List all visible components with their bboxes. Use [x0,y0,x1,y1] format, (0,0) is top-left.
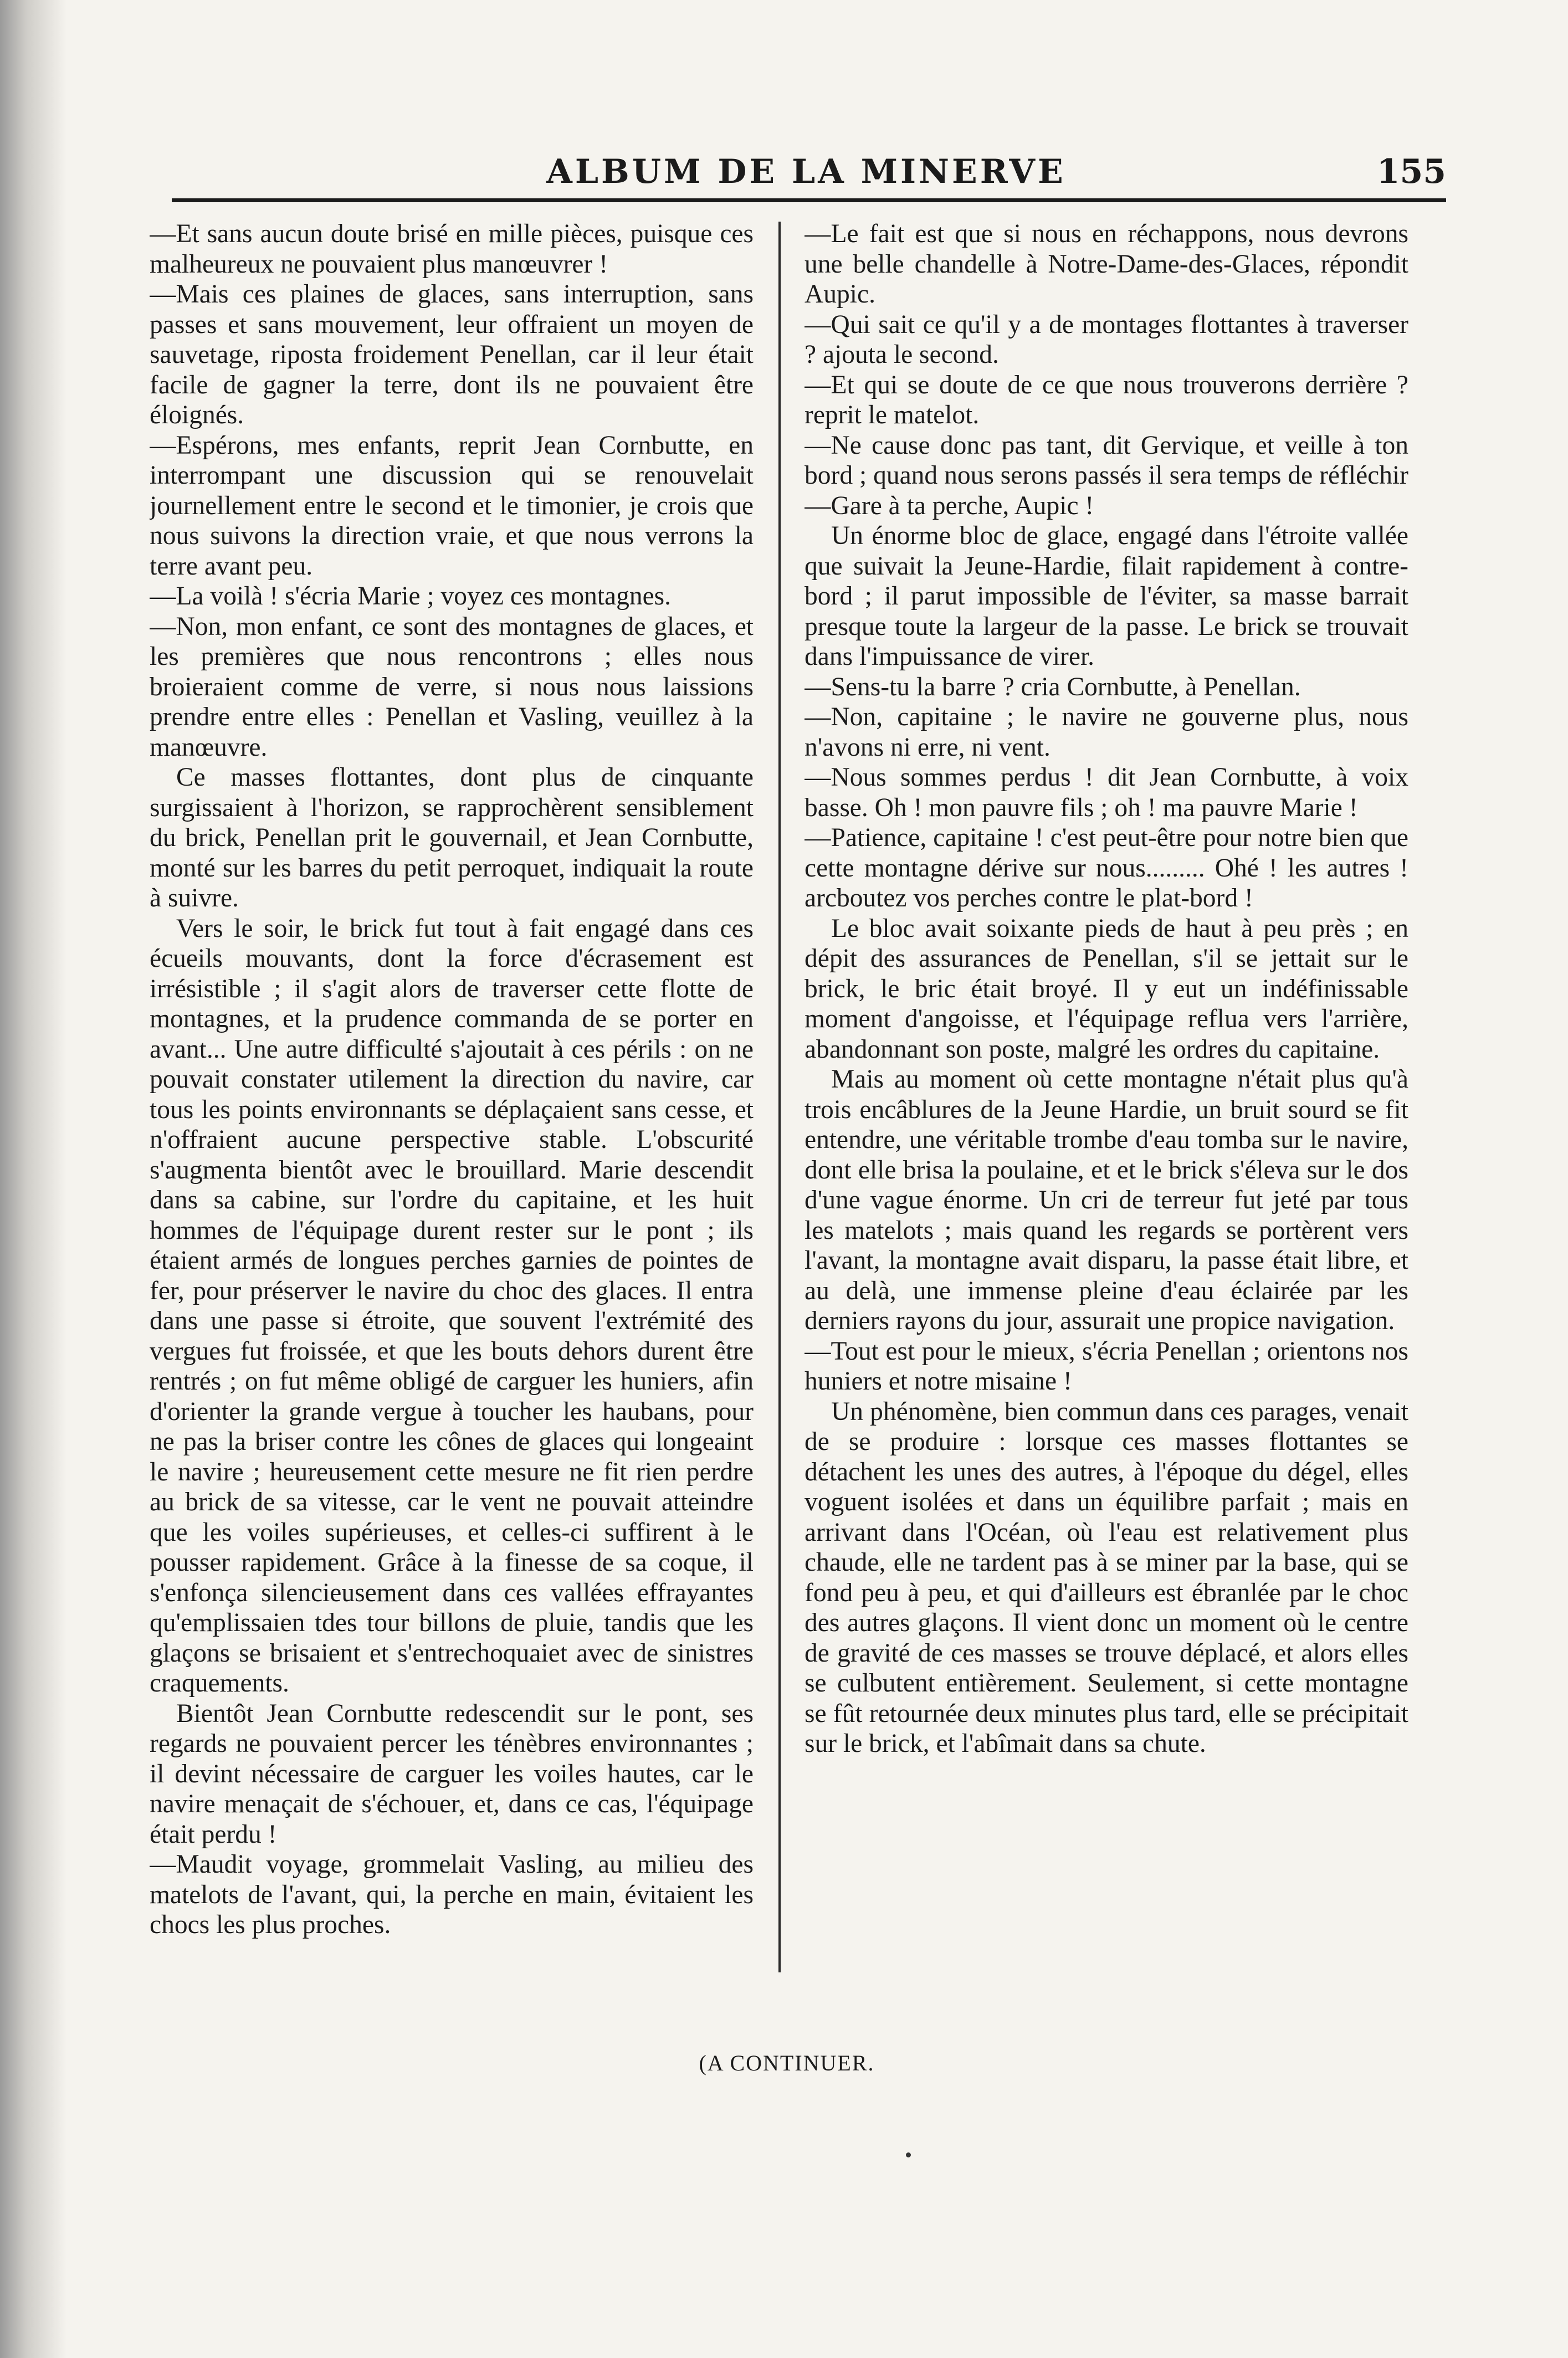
page-header [166,147,1446,199]
left-column [150,219,754,2047]
paragraph: —Patience, capitaine ! c'est peut-être pour notre bien que cette montagne dérive sur nous......... Ohé ! les autres ! arcboutez vos perches contre le plat-bord ! [805,823,1408,913]
paragraph: —Maudit voyage, grommelait Vasling, au milieu des matelots de l'avant, qui, la perche en main, évitaient les chocs les plus proches. [150,1850,754,1939]
paragraph: Bientôt Jean Cornbutte redescendit sur le pont, ses regards ne pouvaient percer les ténèbres environnantes ; il devint nécessaire de carguer les voiles hautes, car le navire menaçait de s'échouer, et, dans ce cas, l'équipage était perdu ! [150,1699,754,1849]
paragraph: Le bloc avait soixante pieds de haut à peu près ; en dépit des assurances de Penellan, s'il se jettait sur le brick, le bric était broyé. Il y eut un indéfinissable moment d'angoisse, et l'équipage reflua vers l'arrière, abandonnant son poste, malgré les ordres du capitaine. [805,914,1408,1064]
header-rule [172,198,1446,202]
paragraph: —Mais ces plaines de glaces, sans interruption, sans passes et sans mouvement, leur offraient un moyen de sauvetage, riposta froidement Penellan, car il leur était facile de gagner la terre, dont ils ne pouvaient être éloignés. [150,280,754,429]
paragraph: —Le fait est que si nous en réchappons, nous devrons une belle chandelle à Notre-Dame-des-Glaces, répondit Aupic. [805,219,1408,309]
paragraph: Ce masses flottantes, dont plus de cinquante surgissaient à l'horizon, se rapprochèrent sensiblement du brick, Penellan prit le gouvernail, et Jean Cornbutte, monté sur les barres du petit perroquet, indiquait la route à suivre. [150,763,754,913]
column-divider [778,222,781,1972]
paragraph: Un énorme bloc de glace, engagé dans l'étroite vallée que suivait la Jeune-Hardie, filait rapidement à contre-bord ; il parut impossible de l'éviter, sa masse barrait presque toute la largeur de la passe. Le brick se trouvait dans l'impuissance de virer. [805,521,1408,671]
paragraph: Mais au moment où cette montagne n'était plus qu'à trois encâblures de la Jeune Hardie, un bruit sourd se fit entendre, une véritable trombe d'eau tomba sur le navire, dont elle brisa la poulaine, et et le brick s'éleva sur le dos d'une vague énorme. Un cri de terreur fut jeté par tous les matelots ; mais quand les regards se portèrent vers l'avant, la montagne avait disparu, la passe était libre, et au delà, une immense pleine d'eau éclairée par les derniers rayons du jour, assurait une propice navigation. [805,1065,1408,1335]
paragraph: —Sens-tu la barre ? cria Cornbutte, à Penellan. [805,672,1301,701]
paragraph: Vers le soir, le brick fut tout à fait engagé dans ces écueils mouvants, dont la force d'écrasement est irrésistible ; il s'agit alors de traverser cette flotte de montagnes, et la prudence commanda de se porter en avant... Une autre difficulté s'ajoutait à ces périls : on ne pouvait constater utilement la direction du navire, car tous les points environnants se déplaçaient sans cesse, et n'offraient aucune perspective stable. L'obscurité s'augmenta bientôt avec le brouillard. Marie descendit dans sa cabine, sur l'ordre du capitaine, et les huit hommes de l'équipage durent rester sur le pont ; ils étaient armés de longues perches garnies de pointes de fer, pour préserver le navire du choc des glaces. Il entra dans une passe si étroite, que souvent l'extrémité des vergues fut froissée, et que les bouts dehors durent être rentrés ; on fut même obligé de carguer les huniers, afin d'orienter la grande vergue à toucher les haubans, pour ne pas la briser contre les cônes de glaces qui longeaint le navire ; heureusement cette mesure ne fit rien perdre au brick de sa vitesse, car le vent ne pouvait atteindre que les voiles supérieuses, et celles-ci suffirent à le pousser rapidement. Grâce à la finesse de sa coque, il s'enfonça silencieusement dans ces vallées effrayantes qu'emplissaien tdes tour billons de pluie, tandis que les glaçons se brisaient et s'entrechoquaiet avec de sinistres craquements. [150,914,754,1698]
paragraph: —Ne cause donc pas tant, dit Gervique, et veille à ton bord ; quand nous serons passés il sera temps de réfléchir—Gare à ta perche, Aupic ! [805,430,1408,520]
running-title: ALBUM DE LA MINERVE [546,152,1066,191]
right-column [805,219,1408,2047]
ink-speck [906,2152,911,2157]
paragraph: Un phénomène, bien commun dans ces parages, venait de se produire : lorsque ces masses flottantes se détachent les unes des autres, à l'époque du dégel, elles voguent isolées et dans un équilibre parfait ; mais en arrivant dans l'Océan, où l'eau est relativement plus chaude, elle ne tardent pas à se miner par la base, qui se fond peu à peu, et qui d'ailleurs est ébranlée par le choc des autres glaçons. Il vient donc un moment où le centre de gravité de ces masses se trouve déplacé, et alors elles se culbutent entièrement. Seulement, si cette montagne se fût retournée deux minutes plus tard, elle se précipitait sur le brick, et l'abîmait dans sa chute. [805,1397,1408,1758]
paragraph: —Non, mon enfant, ce sont des montagnes de glaces, et les premières que nous rencontrons ; elles nous broieraient comme de verre, si nous nous laissions prendre entre elles : Penellan et Vasling, veuillez à la manœuvre. [150,612,754,762]
paragraph: —Et qui se doute de ce que nous trouverons derrière ? reprit le matelot. [805,370,1408,429]
scanned-edge-shadow [0,0,66,2358]
paragraph: —Qui sait ce qu'il y a de montages flottantes à traverser ? ajouta le second. [805,310,1408,369]
page-number: 155 [1376,152,1446,191]
paragraph: —Non, capitaine ; le navire ne gouverne plus, nous n'avons ni erre, ni vent. [805,703,1408,762]
paragraph: —Nous sommes perdus ! dit Jean Cornbutte, à voix basse. Oh ! mon pauvre fils ; oh ! ma pauvre Marie ! [805,763,1408,822]
paragraph: —La voilà ! s'écria Marie ; voyez ces montagnes. [150,582,672,611]
paragraph: —Tout est pour le mieux, s'écria Penellan ; orientons nos huniers et notre misaine ! [805,1336,1408,1396]
continue-note: (A CONTINUER. [699,2051,875,2075]
paragraph: —Et sans aucun doute brisé en mille pièces, puisque ces malheureux ne pouvaient plus manœuvrer ! [150,219,754,279]
paragraph: —Espérons, mes enfants, reprit Jean Cornbutte, en interrompant une discussion qui se renouvelait journellement entre le second et le timonier, je crois que nous suivons la direction vraie, et que nous verrons la terre avant peu. [150,430,754,581]
